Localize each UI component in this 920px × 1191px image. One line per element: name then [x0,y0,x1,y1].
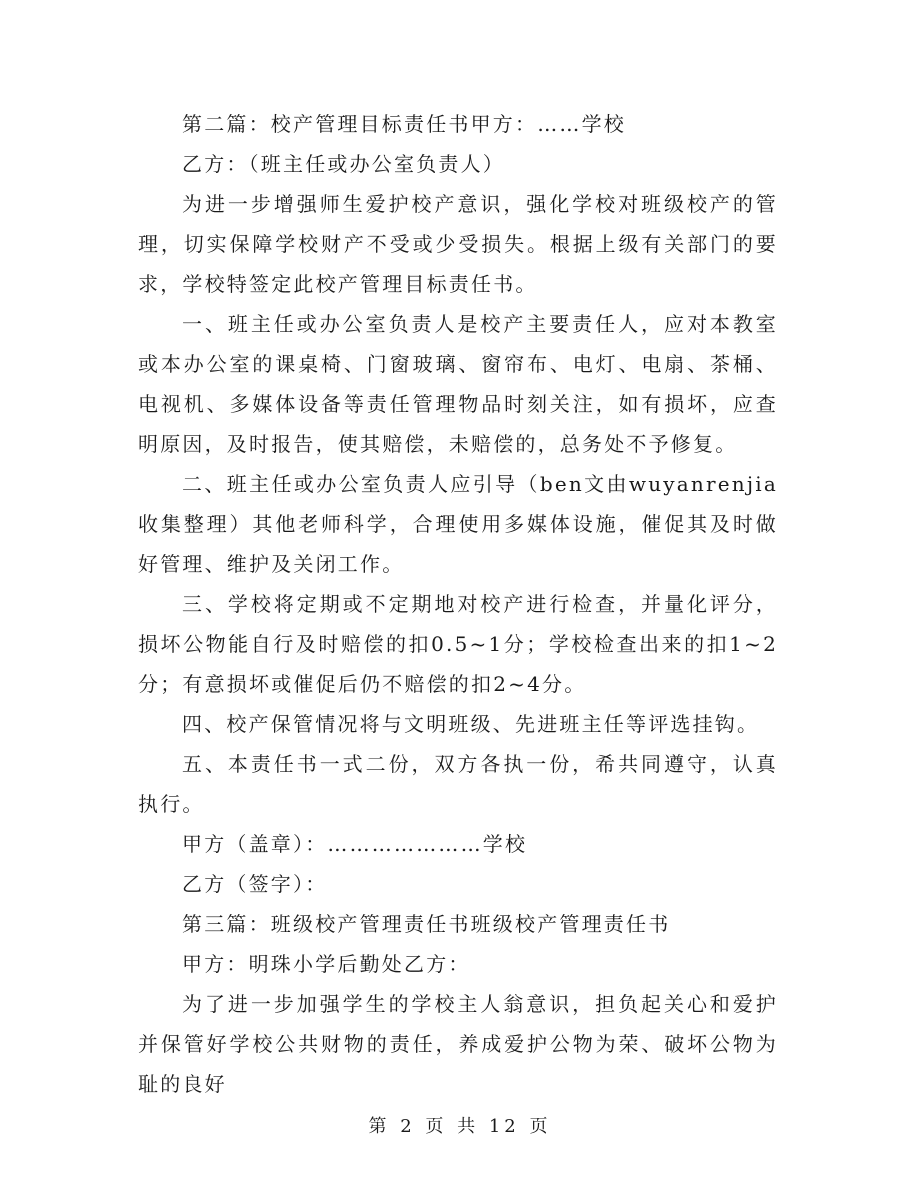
parties-line: 甲方：明珠小学后勤处乙方： [182,952,471,976]
clause-4: 四、校产保管情况将与文明班级、先进班主任等评选挂钩。 [182,712,760,736]
section-heading-3: 第三篇：班级校产管理责任书班级校产管理责任书 [182,912,671,936]
clause-2: 二、班主任或办公室负责人应引导（ben文由wuyanrenjia收集整理）其他老师科学，合理使用多媒体设施，催促其及时做好管理、维护及关闭工作。 [138,472,778,576]
clause-1: 一、班主任或办公室负责人是校产主要责任人，应对本教室或本办公室的课桌椅、门窗玻璃、窗帘布、电灯、电扇、茶桶、电视机、多媒体设备等责任管理物品时刻关注，如有损坏，应查明原因，及时报告，使其赔偿，未赔偿的，总务处不予修复。 [138,312,778,456]
intro-paragraph: 为进一步增强师生爱护校产意识，强化学校对班级校产的管理，切实保障学校财产不受或少受损失。根据上级有关部门的要求，学校特签定此校产管理目标责任书。 [138,192,778,296]
page-number: 第 2 页 共 12 页 [368,1116,552,1137]
party-a-seal-line: 甲方（盖章）：…………………学校 [182,832,528,856]
section-3-intro: 为了进一步加强学生的学校主人翁意识，担负起关心和爱护并保管好学校公共财物的责任，养成爱护公物为荣、破坏公物为耻的良好 [138,992,778,1096]
party-b-line: 乙方：（班主任或办公室负责人） [182,152,505,176]
section-heading-2: 第二篇：校产管理目标责任书甲方：……学校 [182,112,626,136]
document-body [138,104,778,1104]
clause-3: 三、学校将定期或不定期地对校产进行检查，并量化评分，损坏公物能自行及时赔偿的扣0.5~1分；学校检查出来的扣1~2分；有意损坏或催促后仍不赔偿的扣2~4分。 [138,592,778,696]
party-b-sign-line: 乙方（签字）： [182,872,328,896]
clause-5: 五、本责任书一式二份，双方各执一份，希共同遵守，认真执行。 [138,752,778,816]
